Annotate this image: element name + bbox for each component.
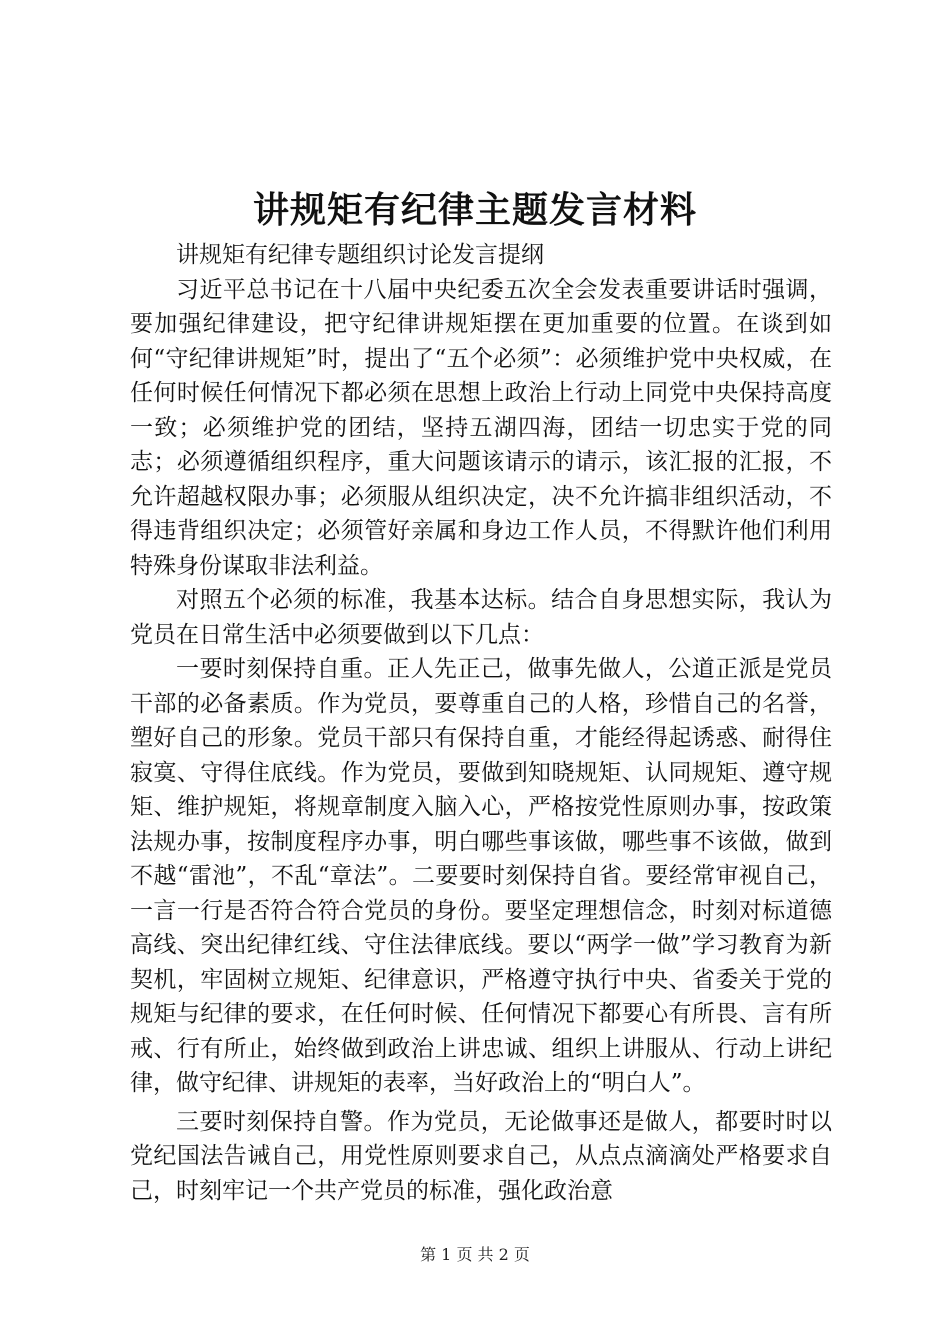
document-title: 讲规矩有纪律主题发言材料 xyxy=(252,189,697,231)
page-number-footer: 第 1 页 共 2 页 xyxy=(420,1245,530,1264)
paragraph: 一要时刻保持自重。正人先正己，做事先做人，公道正派是党员干部的必备素质。作为党员，要尊重自己的人格，珍惜自己的名誉，塑好自己的形象。党员干部只有保持自重，才能经得起诱惑、耐得住寂寞、守得住底线。作为党员，要做到知晓规矩、认同规矩、遵守规矩、维护规矩，将规章制度入脑入心，严格按党性原则办事，按政策法规办事，按制度程序办事，明白哪些事该做，哪些事不该做，做到不越“雷池”，不乱“章法”。二要要时刻保持自省。要经常审视自己，一言一行是否符合符合党员的身份。要坚定理想信念，时刻对标道德高线、突出纪律红线、守住法律底线。要以“两学一做”学习教育为新契机，牢固树立规矩、纪律意识，严格遵守执行中央、省委关于党的规矩与纪律的要求，在任何时候、任何情况下都要心有所畏、言有所戒、行有所止，始终做到政治上讲忠诚、组织上讲服从、行动上讲纪律，做守纪律、讲规矩的表率，当好政治上的“明白人”。 xyxy=(130,656,832,1096)
paragraph: 三要时刻保持自警。作为党员，无论做事还是做人，都要时时以党纪国法告诫自己，用党性原则要求自己，从点点滴滴处严格要求自己，时刻牢记一个共产党员的标准，强化政治意 xyxy=(130,1108,832,1204)
paragraph: 习近平总书记在十八届中央纪委五次全会发表重要讲话时强调，要加强纪律建设，把守纪律讲规矩摆在更加重要的位置。在谈到如何“守纪律讲规矩”时，提出了“五个必须”：必须维护党中央权威，在任何时候任何情况下都必须在思想上政治上行动上同党中央保持高度一致；必须维护党的团结，坚持五湖四海，团结一切忠实于党的同志；必须遵循组织程序，重大问题该请示的请示，该汇报的汇报，不允许超越权限办事；必须服从组织决定，决不允许搞非组织活动，不得违背组织决定；必须管好亲属和身边工作人员，不得默许他们利用特殊身份谋取非法利益。 xyxy=(130,276,832,579)
paragraph-subtitle: 讲规矩有纪律专题组织讨论发言提纲 xyxy=(176,242,544,268)
paragraph: 对照五个必须的标准，我基本达标。结合自身思想实际，我认为党员在日常生活中必须要做到以下几点： xyxy=(130,587,832,648)
document-body xyxy=(130,238,832,1208)
